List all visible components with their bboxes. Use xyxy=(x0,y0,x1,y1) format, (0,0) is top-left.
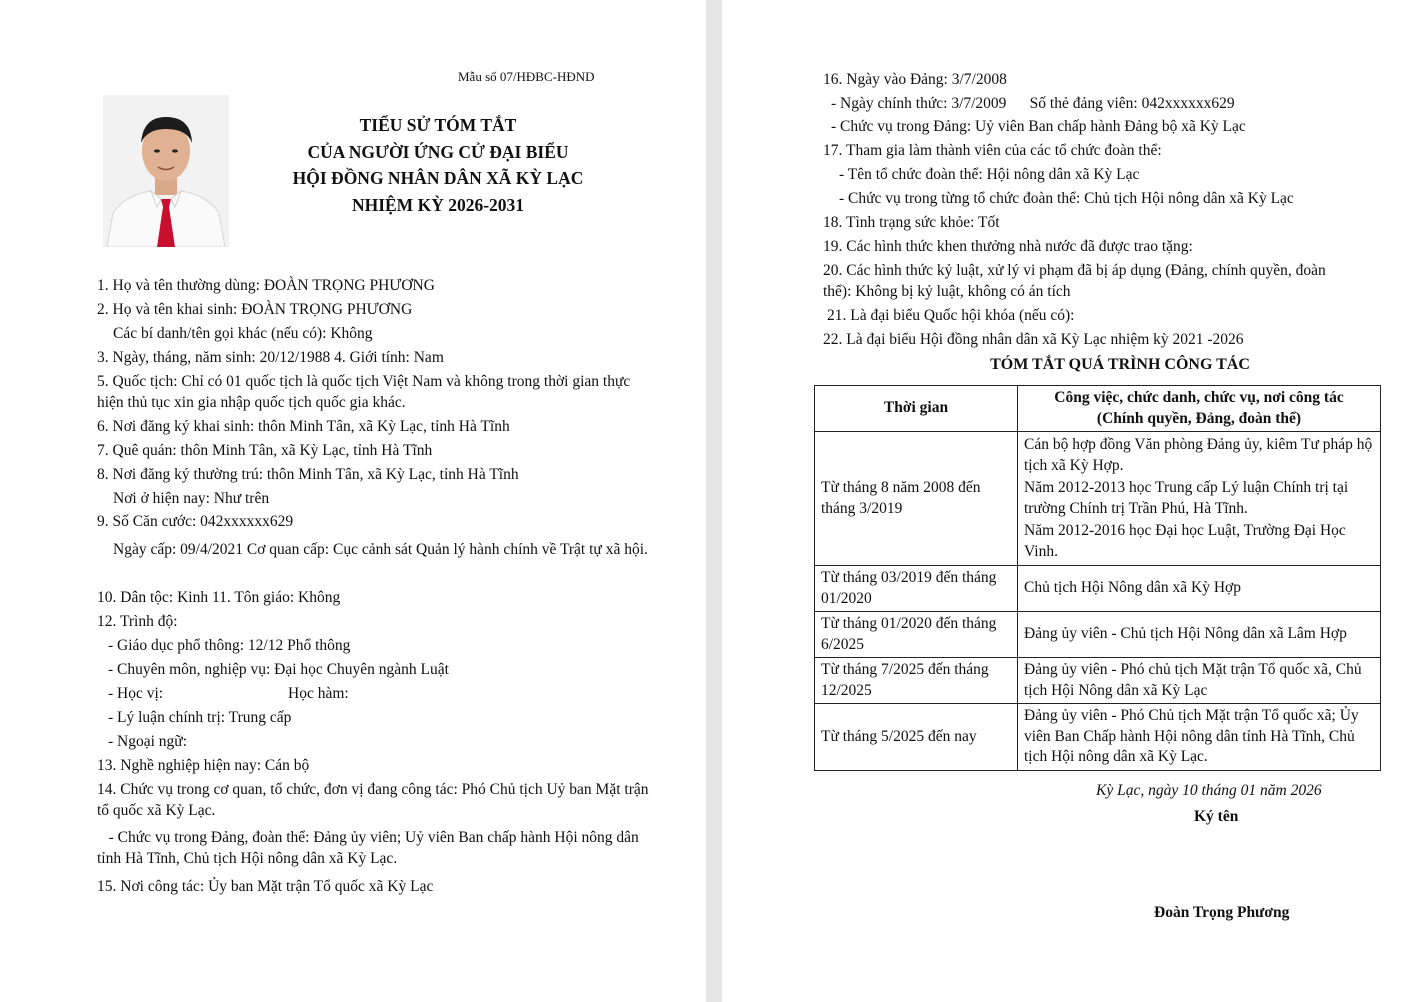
row-work: Đảng ủy viên - Phó chủ tịch Mặt trận Tổ quốc xã, Chủ tịch Hội Nông dân xã Kỳ Lạc xyxy=(1018,658,1381,704)
header-time: Thời gian xyxy=(815,386,1018,432)
item-16-party-join-date: 16. Ngày vào Đảng: 3/7/2008 xyxy=(823,71,1007,88)
title-line-2: CỦA NGƯỜI ỨNG CỬ ĐẠI BIỂU xyxy=(307,141,569,162)
title-line-3: HỘI ĐỒNG NHÂN DÂN XÃ KỲ LẠC xyxy=(292,168,584,188)
candidate-photo xyxy=(103,95,229,247)
item-19-awards: 19. Các hình thức khen thưởng nhà nước đã được trao tặng: xyxy=(823,238,1193,255)
item-12-general-education: - Giáo dục phổ thông: 12/12 Phổ thông xyxy=(108,637,351,654)
item-13-occupation: 13. Nghề nghiệp hiện nay: Cán bộ xyxy=(97,757,310,774)
item-6-birth-registration: 6. Nơi đăng ký khai sinh: thôn Minh Tân, xã Kỳ Lạc, tỉnh Hà Tĩnh xyxy=(97,418,510,435)
item-12-specialization: - Chuyên môn, nghiệp vụ: Đại học Chuyên ngành Luật xyxy=(108,661,449,678)
row-work: Chủ tịch Hội Nông dân xã Kỳ Hợp xyxy=(1018,566,1381,612)
item-22-council-delegate: 22. Là đại biểu Hội đồng nhân dân xã Kỳ Lạc nhiệm kỳ 2021 -2026 xyxy=(823,331,1244,348)
document-page-left xyxy=(0,0,706,1002)
work-history-table xyxy=(814,385,1381,771)
row-work: Đảng ủy viên - Phó Chủ tịch Mặt trận Tổ quốc xã; Ủy viên Ban Chấp hành Hội nông dân tỉnh Hà Tĩnh, Chủ tịch Hội nông dân xã Kỳ Lạc. xyxy=(1018,704,1381,771)
item-17-organizations: 17. Tham gia làm thành viên của các tổ chức đoàn thể: xyxy=(823,142,1162,159)
title-line-1: TIỂU SỬ TÓM TẮT xyxy=(359,115,517,135)
item-8-permanent-residence: 8. Nơi đăng ký thường trú: thôn Minh Tân, xã Kỳ Lạc, tỉnh Hà Tĩnh xyxy=(97,466,519,483)
table-row xyxy=(815,566,1381,612)
table-row xyxy=(815,704,1381,771)
item-1-common-name: 1. Họ và tên thường dùng: ĐOÀN TRỌNG PHƯƠNG xyxy=(97,277,435,294)
table-header-row xyxy=(815,386,1381,432)
item-12-degree: - Học vị: xyxy=(108,685,164,702)
candidate-portrait-icon xyxy=(103,95,229,247)
item-8-current-residence: Nơi ở hiện nay: Như trên xyxy=(113,490,270,507)
row-work: Đảng ủy viên - Chủ tịch Hội Nông dân xã Lâm Hợp xyxy=(1018,612,1381,658)
header-work: Công việc, chức danh, chức vụ, nơi công tác (Chính quyền, Đảng, đoàn thể) xyxy=(1018,386,1381,432)
table-row xyxy=(815,612,1381,658)
row-time: Từ tháng 5/2025 đến nay xyxy=(815,704,1018,771)
item-14-party-position: - Chức vụ trong Đảng, đoàn thể: Đảng ủy viên; Uỷ viên Ban chấp hành Hội nông dân tỉnh Hà Tĩnh, Chủ tịch Hội nông dân xã Kỳ Lạc. xyxy=(97,829,643,867)
document-page-right xyxy=(722,0,1426,1002)
form-code: Mẫu số 07/HĐBC-HĐND xyxy=(458,69,595,84)
row-work: Cán bộ hợp đồng Văn phòng Đảng ủy, kiêm Tư pháp hộ tịch xã Kỳ Hợp. Năm 2012-2013 học Trung cấp Lý luận Chính trị tại trường Chính trị Trần Phú, Hà Tĩnh. Năm 2012-2016 học Đại học Luật, Trường Đại Học Vinh. xyxy=(1018,432,1381,566)
row-time: Từ tháng 8 năm 2008 đến tháng 3/2019 xyxy=(815,432,1018,566)
item-9-id-number: 9. Số Căn cước: 042xxxxxx629 xyxy=(97,513,294,530)
signing-date: Kỳ Lạc, ngày 10 tháng 01 năm 2026 xyxy=(1096,782,1322,799)
row-time: Từ tháng 03/2019 đến tháng 01/2020 xyxy=(815,566,1018,612)
item-14-position: 14. Chức vụ trong cơ quan, tổ chức, đơn vị đang công tác: Phó Chủ tịch Uỷ ban Mặt trận tổ quốc xã Kỳ Lạc. xyxy=(97,781,649,819)
item-12-political-theory: - Lý luận chính trị: Trung cấp xyxy=(108,709,292,726)
table-row xyxy=(815,658,1381,704)
row-time: Từ tháng 7/2025 đến tháng 12/2025 xyxy=(815,658,1018,704)
item-3-birthdate-gender: 3. Ngày, tháng, năm sinh: 20/12/1988 4. Giới tính: Nam xyxy=(97,349,444,366)
signer-name: Đoàn Trọng Phương xyxy=(1154,904,1290,921)
item-16-official-date: - Ngày chính thức: 3/7/2009 Số thẻ đảng viên: 042xxxxxx629 xyxy=(831,95,1235,112)
item-2-birth-name: 2. Họ và tên khai sinh: ĐOÀN TRỌNG PHƯƠNG xyxy=(97,301,413,318)
item-21-national-assembly: 21. Là đại biểu Quốc hội khóa (nếu có): xyxy=(827,307,1075,324)
item-12-academic-title: Học hàm: xyxy=(288,685,349,702)
item-12-education: 12. Trình độ: xyxy=(97,613,178,630)
document-title xyxy=(238,112,638,218)
item-15-workplace: 15. Nơi công tác: Ủy ban Mặt trận Tổ quốc xã Kỳ Lạc xyxy=(97,878,434,895)
item-16-party-position: - Chức vụ trong Đảng: Uỷ viên Ban chấp hành Đảng bộ xã Kỳ Lạc xyxy=(831,118,1246,135)
table-row xyxy=(815,432,1381,566)
item-7-hometown: 7. Quê quán: thôn Minh Tân, xã Kỳ Lạc, tỉnh Hà Tĩnh xyxy=(97,442,433,459)
item-20-discipline: 20. Các hình thức kỷ luật, xử lý vi phạm đã bị áp dụng (Đảng, chính quyền, đoàn thể): Không bị kỷ luật, không có án tích xyxy=(823,262,1326,300)
item-17-organization-name: - Tên tổ chức đoàn thể: Hội nông dân xã Kỳ Lạc xyxy=(839,166,1140,183)
item-12-foreign-language: - Ngoại ngữ: xyxy=(108,733,187,750)
title-line-4: NHIỆM KỲ 2026-2031 xyxy=(351,194,525,215)
signature-label: Ký tên xyxy=(1194,808,1239,825)
work-history-title: TÓM TẮT QUÁ TRÌNH CÔNG TÁC xyxy=(990,356,1250,373)
item-9-id-issue: Ngày cấp: 09/4/2021 Cơ quan cấp: Cục cảnh sát Quản lý hành chính về Trật tự xã hội. xyxy=(113,541,648,558)
item-18-health: 18. Tình trạng sức khỏe: Tốt xyxy=(823,214,1000,231)
item-2-aliases: Các bí danh/tên gọi khác (nếu có): Không xyxy=(113,325,373,342)
item-10-ethnicity-religion: 10. Dân tộc: Kinh 11. Tôn giáo: Không xyxy=(97,589,341,606)
item-17-organization-position: - Chức vụ trong từng tổ chức đoàn thể: Chủ tịch Hội nông dân xã Kỳ Lạc xyxy=(839,190,1294,207)
item-5-nationality: 5. Quốc tịch: Chỉ có 01 quốc tịch là quốc tịch Việt Nam và không trong thời gian thực hiện thủ tục xin gia nhập quốc tịch quốc gia khác. xyxy=(97,373,631,411)
row-time: Từ tháng 01/2020 đến tháng 6/2025 xyxy=(815,612,1018,658)
